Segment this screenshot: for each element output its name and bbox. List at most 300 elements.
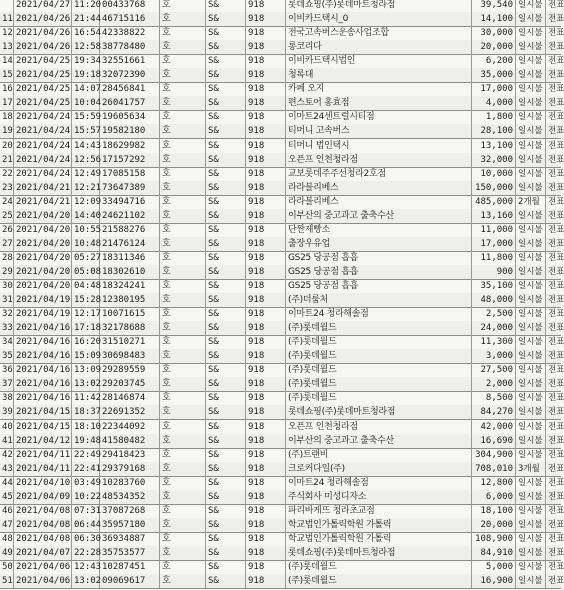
amount-cell: 24,000 xyxy=(472,321,516,335)
table-row xyxy=(0,546,564,561)
row-number: 21 xyxy=(2,154,13,165)
installment-cell: 일시불 xyxy=(516,167,546,181)
approval-code-cell: 10287451 xyxy=(100,560,160,574)
approval-code-cell: 35957180 xyxy=(100,518,160,532)
date-cell: 2021/04/20 xyxy=(16,224,71,235)
amount-cell: 48,000 xyxy=(472,293,516,307)
amount-cell: 12,800 xyxy=(472,476,516,490)
card-prefix-cell: S& xyxy=(206,405,246,419)
approval-code-cell: 41580482 xyxy=(100,434,160,448)
approval-code-cell: 32072390 xyxy=(100,68,160,82)
card-suffix-cell: 918 xyxy=(246,82,286,96)
type-cell: 호 xyxy=(160,82,206,96)
time-cell: 14:07 xyxy=(74,84,102,95)
type-cell: 호 xyxy=(160,181,206,195)
card-prefix-cell: S& xyxy=(206,0,246,12)
approval-code-cell: 19582180 xyxy=(100,124,160,138)
merchant-cell: 학교법인가톨릭학원 가톨릭 xyxy=(286,518,472,532)
type-cell: 호 xyxy=(160,560,206,574)
table-row xyxy=(0,532,564,547)
date-cell: 2021/04/16 xyxy=(16,365,71,376)
installment-cell: 일시불 xyxy=(516,476,546,490)
amount-cell: 84,270 xyxy=(472,405,516,419)
card-prefix-cell: S& xyxy=(206,321,246,335)
approval-code-cell: 18311346 xyxy=(100,251,160,265)
slip-cell: 전표 xyxy=(548,28,564,39)
merchant-cell: 학교법인가톨릭학원 가톨릭 xyxy=(286,532,472,546)
date-cell: 2021/04/20 xyxy=(16,238,71,249)
amount-cell: 13,100 xyxy=(472,139,516,153)
merchant-cell: GS25 당공점 흡흡 xyxy=(286,251,472,265)
slip-cell: 전표 xyxy=(548,449,564,460)
card-prefix-cell: S& xyxy=(206,279,246,293)
installment-cell: 일시불 xyxy=(516,504,546,518)
installment-cell: 일시불 xyxy=(516,349,546,363)
merchant-cell: 롯데쇼핑(주)롯데마트청라점 xyxy=(286,546,472,560)
row-number: 28 xyxy=(2,252,13,263)
card-prefix-cell: S& xyxy=(206,237,246,251)
row-number: 19 xyxy=(2,126,13,137)
amount-cell: 11,000 xyxy=(472,223,516,237)
amount-cell: 27,500 xyxy=(472,363,516,377)
slip-cell: 전표 xyxy=(548,562,564,572)
type-cell: 호 xyxy=(160,335,206,349)
card-suffix-cell: 918 xyxy=(246,448,286,462)
slip-cell: 전표 xyxy=(548,56,564,67)
card-prefix-cell: S& xyxy=(206,434,246,448)
type-cell: 호 xyxy=(160,0,206,12)
card-prefix-cell: S& xyxy=(206,82,246,96)
card-suffix-cell: 918 xyxy=(246,391,286,405)
date-cell: 2021/04/16 xyxy=(16,351,71,362)
date-cell: 2021/04/06 xyxy=(16,576,71,587)
installment-cell: 일시불 xyxy=(516,279,546,293)
amount-cell: 17,000 xyxy=(472,237,516,251)
approval-code-cell: 32551661 xyxy=(100,54,160,68)
type-cell: 호 xyxy=(160,434,206,448)
card-suffix-cell: 918 xyxy=(246,153,286,167)
slip-cell: 전표 xyxy=(548,435,564,446)
card-suffix-cell: 918 xyxy=(246,68,286,82)
date-cell: 2021/04/06 xyxy=(16,562,71,572)
installment-cell: 일시불 xyxy=(516,448,546,462)
time-cell: 10:55 xyxy=(74,224,102,235)
approval-code-cell: 38778480 xyxy=(100,40,160,54)
card-prefix-cell: S& xyxy=(206,12,246,26)
merchant-cell: (주)더룸처 xyxy=(286,293,472,307)
merchant-cell: 롯데쇼핑(주)롯데마트청라점 xyxy=(286,405,472,419)
card-prefix-cell: S& xyxy=(206,124,246,138)
merchant-cell: 라라블리베스 xyxy=(286,195,472,209)
time-cell: 19:18 xyxy=(74,70,102,81)
type-cell: 호 xyxy=(160,349,206,363)
card-prefix-cell: S& xyxy=(206,153,246,167)
row-number: 51 xyxy=(2,576,13,587)
type-cell: 호 xyxy=(160,124,206,138)
installment-cell: 일시불 xyxy=(516,139,546,153)
row-number: 14 xyxy=(2,56,13,67)
slip-cell: 전표 xyxy=(548,309,564,320)
time-cell: 13:02 xyxy=(74,576,102,587)
merchant-cell: (주)롯데월드 xyxy=(286,321,472,335)
amount-cell: 42,000 xyxy=(472,420,516,434)
slip-cell: 전표 xyxy=(548,70,564,81)
date-cell: 2021/04/21 xyxy=(16,196,71,207)
date-cell: 2021/04/08 xyxy=(16,505,71,516)
card-prefix-cell: S& xyxy=(206,476,246,490)
installment-cell: 일시불 xyxy=(516,335,546,349)
card-prefix-cell: S& xyxy=(206,209,246,223)
installment-cell: 일시불 xyxy=(516,68,546,82)
table-row xyxy=(0,321,564,336)
row-number: 11 xyxy=(2,14,13,25)
merchant-cell: 이부산의 중고과고 출축수산 xyxy=(286,434,472,448)
table-row xyxy=(0,223,564,238)
approval-code-cell: 24621102 xyxy=(100,209,160,223)
table-row xyxy=(0,82,564,97)
approval-code-cell: 26041757 xyxy=(100,96,160,110)
table-row xyxy=(0,110,564,125)
table-row xyxy=(0,307,564,322)
card-prefix-cell: S& xyxy=(206,532,246,546)
card-suffix-cell: 918 xyxy=(246,434,286,448)
date-cell: 2021/04/24 xyxy=(16,126,71,137)
table-row xyxy=(0,518,564,533)
card-suffix-cell: 918 xyxy=(246,195,286,209)
installment-cell: 일시불 xyxy=(516,54,546,68)
table-row xyxy=(0,560,564,575)
date-cell: 2021/04/21 xyxy=(16,182,71,193)
date-cell: 2021/04/19 xyxy=(16,309,71,320)
merchant-cell: 티머니 고속버스 xyxy=(286,124,472,138)
approval-code-cell: 42338822 xyxy=(100,26,160,40)
type-cell: 호 xyxy=(160,391,206,405)
date-cell: 2021/04/20 xyxy=(16,266,71,277)
approval-code-cell: 29289559 xyxy=(100,363,160,377)
card-suffix-cell: 918 xyxy=(246,54,286,68)
card-suffix-cell: 918 xyxy=(246,504,286,518)
row-number: 45 xyxy=(2,491,13,502)
merchant-cell: 전국고속버스운송사업조합 xyxy=(286,26,472,40)
table-row xyxy=(0,12,564,27)
card-suffix-cell: 918 xyxy=(246,12,286,26)
slip-cell: 전표 xyxy=(548,140,564,151)
time-cell: 22:41 xyxy=(74,463,102,474)
time-cell: 15:57 xyxy=(74,126,102,137)
installment-cell: 일시불 xyxy=(516,518,546,532)
amount-cell: 708,010 xyxy=(472,462,516,476)
table-row xyxy=(0,377,564,392)
approval-code-cell: 48534352 xyxy=(100,490,160,504)
installment-cell: 일시불 xyxy=(516,153,546,167)
approval-code-cell: 29379168 xyxy=(100,462,160,476)
merchant-cell: (주)롯데월드 xyxy=(286,560,472,574)
type-cell: 호 xyxy=(160,476,206,490)
installment-cell: 일시불 xyxy=(516,0,546,12)
type-cell: 호 xyxy=(160,279,206,293)
table-row xyxy=(0,251,564,266)
time-cell: 05:27 xyxy=(74,252,102,263)
table-row xyxy=(0,124,564,139)
card-suffix-cell: 918 xyxy=(246,96,286,110)
card-prefix-cell: S& xyxy=(206,448,246,462)
row-number: 50 xyxy=(2,562,13,572)
merchant-cell: 교보롯데주주선청라2호점 xyxy=(286,167,472,181)
approval-code-cell: 12380195 xyxy=(100,293,160,307)
merchant-cell: 티머니 법인택시 xyxy=(286,139,472,153)
card-suffix-cell: 918 xyxy=(246,307,286,321)
card-prefix-cell: S& xyxy=(206,420,246,434)
row-number: 36 xyxy=(2,365,13,376)
amount-cell: 16,690 xyxy=(472,434,516,448)
time-cell: 12:56 xyxy=(74,154,102,165)
time-cell: 05:08 xyxy=(74,266,102,277)
date-cell: 2021/04/08 xyxy=(16,533,71,544)
row-number: 24 xyxy=(2,196,13,207)
card-prefix-cell: S& xyxy=(206,560,246,574)
date-cell: 2021/04/24 xyxy=(16,112,71,123)
date-cell: 2021/04/15 xyxy=(16,407,71,418)
approval-code-cell: 28456841 xyxy=(100,82,160,96)
type-cell: 호 xyxy=(160,96,206,110)
installment-cell: 일시불 xyxy=(516,40,546,54)
approval-code-cell: 46715116 xyxy=(100,12,160,26)
slip-cell: 전표 xyxy=(548,407,564,418)
row-number: 31 xyxy=(2,295,13,306)
table-row xyxy=(0,40,564,55)
merchant-cell: 오픈프 인천청라점 xyxy=(286,420,472,434)
card-suffix-cell: 918 xyxy=(246,251,286,265)
type-cell: 호 xyxy=(160,223,206,237)
date-cell: 2021/04/25 xyxy=(16,84,71,95)
time-cell: 15:59 xyxy=(74,112,102,123)
type-cell: 호 xyxy=(160,237,206,251)
card-suffix-cell: 918 xyxy=(246,139,286,153)
merchant-cell: 출장우유업 xyxy=(286,237,472,251)
time-cell: 06:30 xyxy=(74,533,102,544)
amount-cell: 20,000 xyxy=(472,40,516,54)
merchant-cell: 편스토어 홍효점 xyxy=(286,96,472,110)
date-cell: 2021/04/20 xyxy=(16,281,71,291)
card-suffix-cell: 918 xyxy=(246,321,286,335)
time-cell: 14:43 xyxy=(74,140,102,151)
merchant-cell: 이부산의 중고과고 출축수산 xyxy=(286,209,472,223)
card-prefix-cell: S& xyxy=(206,462,246,476)
card-suffix-cell: 918 xyxy=(246,335,286,349)
merchant-cell: 이비카드택시_0 xyxy=(286,12,472,26)
installment-cell: 일시불 xyxy=(516,490,546,504)
card-prefix-cell: S& xyxy=(206,68,246,82)
card-suffix-cell: 918 xyxy=(246,209,286,223)
date-cell: 2021/04/27 xyxy=(16,0,71,10)
approval-code-cell: 18324241 xyxy=(100,279,160,293)
row-number: 18 xyxy=(2,112,13,123)
merchant-cell: (주)롯데월드 xyxy=(286,391,472,405)
card-suffix-cell: 918 xyxy=(246,0,286,12)
installment-cell: 일시불 xyxy=(516,12,546,26)
installment-cell: 일시불 xyxy=(516,96,546,110)
installment-cell: 일시불 xyxy=(516,209,546,223)
merchant-cell: 청록대 xyxy=(286,68,472,82)
card-suffix-cell: 918 xyxy=(246,265,286,279)
installment-cell: 일시불 xyxy=(516,251,546,265)
card-prefix-cell: S& xyxy=(206,546,246,560)
card-prefix-cell: S& xyxy=(206,195,246,209)
time-cell: 12:58 xyxy=(74,42,102,53)
type-cell: 호 xyxy=(160,110,206,124)
card-suffix-cell: 918 xyxy=(246,560,286,574)
card-suffix-cell: 918 xyxy=(246,124,286,138)
slip-cell: 전표 xyxy=(548,547,564,558)
row-number xyxy=(0,0,14,12)
card-prefix-cell: S& xyxy=(206,223,246,237)
type-cell: 호 xyxy=(160,68,206,82)
amount-cell: 17,000 xyxy=(472,82,516,96)
installment-cell: 일시불 xyxy=(516,391,546,405)
card-suffix-cell: 918 xyxy=(246,279,286,293)
slip-cell: 전표 xyxy=(548,252,564,263)
row-number: 16 xyxy=(2,84,13,95)
slip-cell: 전표 xyxy=(548,505,564,516)
table-row xyxy=(0,167,564,182)
installment-cell: 일시불 xyxy=(516,363,546,377)
card-suffix-cell: 918 xyxy=(246,546,286,560)
installment-cell: 일시불 xyxy=(516,377,546,391)
approval-code-cell: 33494716 xyxy=(100,195,160,209)
time-cell: 11:42 xyxy=(74,393,102,404)
installment-cell: 2개월 xyxy=(516,195,546,209)
date-cell: 2021/04/10 xyxy=(16,477,71,488)
row-number: 13 xyxy=(2,42,13,53)
card-suffix-cell: 918 xyxy=(246,181,286,195)
time-cell: 17:18 xyxy=(74,323,102,334)
row-number: 43 xyxy=(2,463,13,474)
time-cell: 19:34 xyxy=(74,56,102,67)
card-prefix-cell: S& xyxy=(206,54,246,68)
slip-cell: 전표 xyxy=(548,168,564,179)
slip-cell: 전표 xyxy=(548,323,564,334)
time-cell: 22:49 xyxy=(74,449,102,460)
type-cell: 호 xyxy=(160,26,206,40)
approval-code-cell: 29418423 xyxy=(100,448,160,462)
date-cell: 2021/04/16 xyxy=(16,323,71,334)
installment-cell: 일시불 xyxy=(516,434,546,448)
slip-cell: 전표 xyxy=(548,98,564,109)
time-cell: 12:43 xyxy=(74,562,102,572)
slip-cell: 전표 xyxy=(548,238,564,249)
card-prefix-cell: S& xyxy=(206,40,246,54)
time-cell: 21:44 xyxy=(74,14,102,25)
installment-cell: 일시불 xyxy=(516,532,546,546)
amount-cell: 11,300 xyxy=(472,335,516,349)
time-cell: 12:21 xyxy=(74,182,102,193)
slip-cell: 전표 xyxy=(548,519,564,530)
approval-code-cell: 29203745 xyxy=(100,377,160,391)
date-cell: 2021/04/09 xyxy=(16,491,71,502)
date-cell: 2021/04/12 xyxy=(16,435,71,446)
installment-cell: 일시불 xyxy=(516,546,546,560)
installment-cell: 일시불 xyxy=(516,307,546,321)
card-suffix-cell: 918 xyxy=(246,40,286,54)
type-cell: 호 xyxy=(160,363,206,377)
amount-cell: 28,100 xyxy=(472,124,516,138)
slip-cell: 전표 xyxy=(548,491,564,502)
table-row xyxy=(0,574,564,589)
installment-cell: 일시불 xyxy=(516,420,546,434)
date-cell: 2021/04/16 xyxy=(16,393,71,404)
table-row xyxy=(0,293,564,308)
table-row xyxy=(0,434,564,449)
card-prefix-cell: S& xyxy=(206,293,246,307)
time-cell: 19:48 xyxy=(74,435,102,446)
row-number: 39 xyxy=(2,407,13,418)
card-prefix-cell: S& xyxy=(206,110,246,124)
approval-code-cell: 36934887 xyxy=(100,532,160,546)
installment-cell: 3개월 xyxy=(516,462,546,476)
row-number: 20 xyxy=(2,140,13,151)
installment-cell: 일시불 xyxy=(516,293,546,307)
type-cell: 호 xyxy=(160,532,206,546)
approval-code-cell: 31510271 xyxy=(100,335,160,349)
slip-cell: 전표 xyxy=(548,463,564,474)
installment-cell: 일시불 xyxy=(516,574,546,588)
row-number: 34 xyxy=(2,337,13,348)
card-suffix-cell: 918 xyxy=(246,462,286,476)
row-number: 29 xyxy=(2,266,13,277)
date-cell: 2021/04/26 xyxy=(16,28,71,39)
approval-code-cell: 32178688 xyxy=(100,321,160,335)
amount-cell: 20,000 xyxy=(472,518,516,532)
time-cell: 12:17 xyxy=(74,309,102,320)
row-number: 25 xyxy=(2,210,13,221)
type-cell: 호 xyxy=(160,293,206,307)
slip-cell: 전표 xyxy=(548,379,564,390)
time-cell: 13:09 xyxy=(74,365,102,376)
slip-cell: 전표 xyxy=(548,576,564,587)
merchant-cell: 이마트24 청라해솔점 xyxy=(286,307,472,321)
slip-cell: 전표 xyxy=(548,182,564,193)
row-number: 26 xyxy=(2,224,13,235)
card-suffix-cell: 918 xyxy=(246,377,286,391)
table-row xyxy=(0,462,564,477)
time-cell: 16:20 xyxy=(74,337,102,348)
installment-cell: 일시불 xyxy=(516,181,546,195)
table-row xyxy=(0,476,564,491)
time-cell: 18:10 xyxy=(74,421,102,432)
slip-cell: 전표 xyxy=(548,14,564,25)
merchant-cell: (주)트랜비 xyxy=(286,448,472,462)
time-cell: 07:31 xyxy=(74,505,102,516)
amount-cell: 8,500 xyxy=(472,391,516,405)
installment-cell: 일시불 xyxy=(516,124,546,138)
approval-code-cell: 37087268 xyxy=(100,504,160,518)
date-cell: 2021/04/25 xyxy=(16,98,71,109)
amount-cell: 39,540 xyxy=(472,0,516,12)
type-cell: 호 xyxy=(160,574,206,588)
amount-cell: 2,500 xyxy=(472,307,516,321)
type-cell: 호 xyxy=(160,377,206,391)
table-row xyxy=(0,68,564,83)
table-row xyxy=(0,237,564,252)
time-cell: 14:40 xyxy=(74,210,102,221)
installment-cell: 일시불 xyxy=(516,265,546,279)
approval-code-cell: 35753577 xyxy=(100,546,160,560)
card-suffix-cell: 918 xyxy=(246,420,286,434)
time-cell: 15:09 xyxy=(74,351,102,362)
slip-cell: 전표 xyxy=(548,337,564,348)
slip-cell: 전표 xyxy=(548,266,564,277)
type-cell: 호 xyxy=(160,321,206,335)
